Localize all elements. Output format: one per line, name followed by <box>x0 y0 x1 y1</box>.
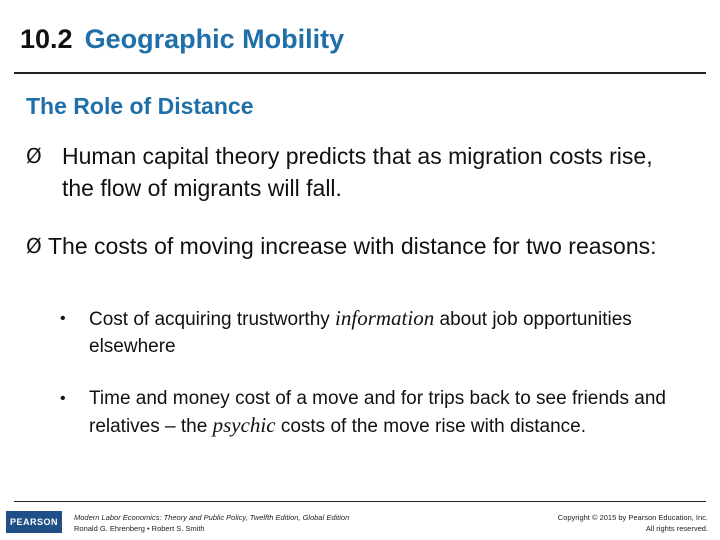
header-rule <box>14 72 706 74</box>
bullet-2 <box>26 230 676 262</box>
book-title: Modern Labor Economics: Theory and Public Policy, Twelfth Edition, Global Edition <box>74 513 350 522</box>
rights-text: All rights reserved. <box>645 524 708 533</box>
copyright-text: Copyright © 2015 by Pearson Education, Inc. <box>557 513 708 522</box>
title-text: Geographic Mobility <box>84 24 345 54</box>
subbullet-2-text <box>89 385 700 440</box>
dot-bullet-icon: • <box>60 390 66 407</box>
emphasis-information: information <box>335 306 435 330</box>
subbullet-1-text <box>89 305 680 360</box>
arrow-bullet-icon: Ø <box>26 234 42 258</box>
bullet-2-text: The costs of moving increase with distance for two reasons: <box>48 233 657 259</box>
subbullet-2-pre: Time and money cost of a move and for trips back to see friends and relatives – the <box>89 388 666 437</box>
subbullet-1-pre: Cost of acquiring trustworthy <box>89 309 336 330</box>
footer-citation <box>74 512 349 534</box>
footer-rule <box>14 501 706 502</box>
bullet-1 <box>26 140 676 204</box>
subbullet-1-post: about job opportunities elsewhere <box>89 309 632 357</box>
subbullet-1 <box>60 305 680 360</box>
arrow-bullet-icon: Ø <box>26 144 42 168</box>
subbullet-2-post: costs of the move rise with distance. <box>275 416 587 437</box>
subbullet-2 <box>60 385 700 440</box>
slide-subtitle: The Role of Distance <box>26 93 254 119</box>
book-authors: Ronald G. Ehrenberg • Robert S. Smith <box>74 524 205 533</box>
emphasis-psychic: psychic <box>212 413 276 437</box>
bullet-1-text: Human capital theory predicts that as migration costs rise, the flow of migrants will fall. <box>62 143 653 201</box>
section-number: 10.2 <box>20 24 73 54</box>
footer-copyright <box>558 512 708 534</box>
slide-title <box>20 24 344 55</box>
pearson-logo: PEARSON <box>6 511 62 533</box>
dot-bullet-icon: • <box>60 310 66 327</box>
